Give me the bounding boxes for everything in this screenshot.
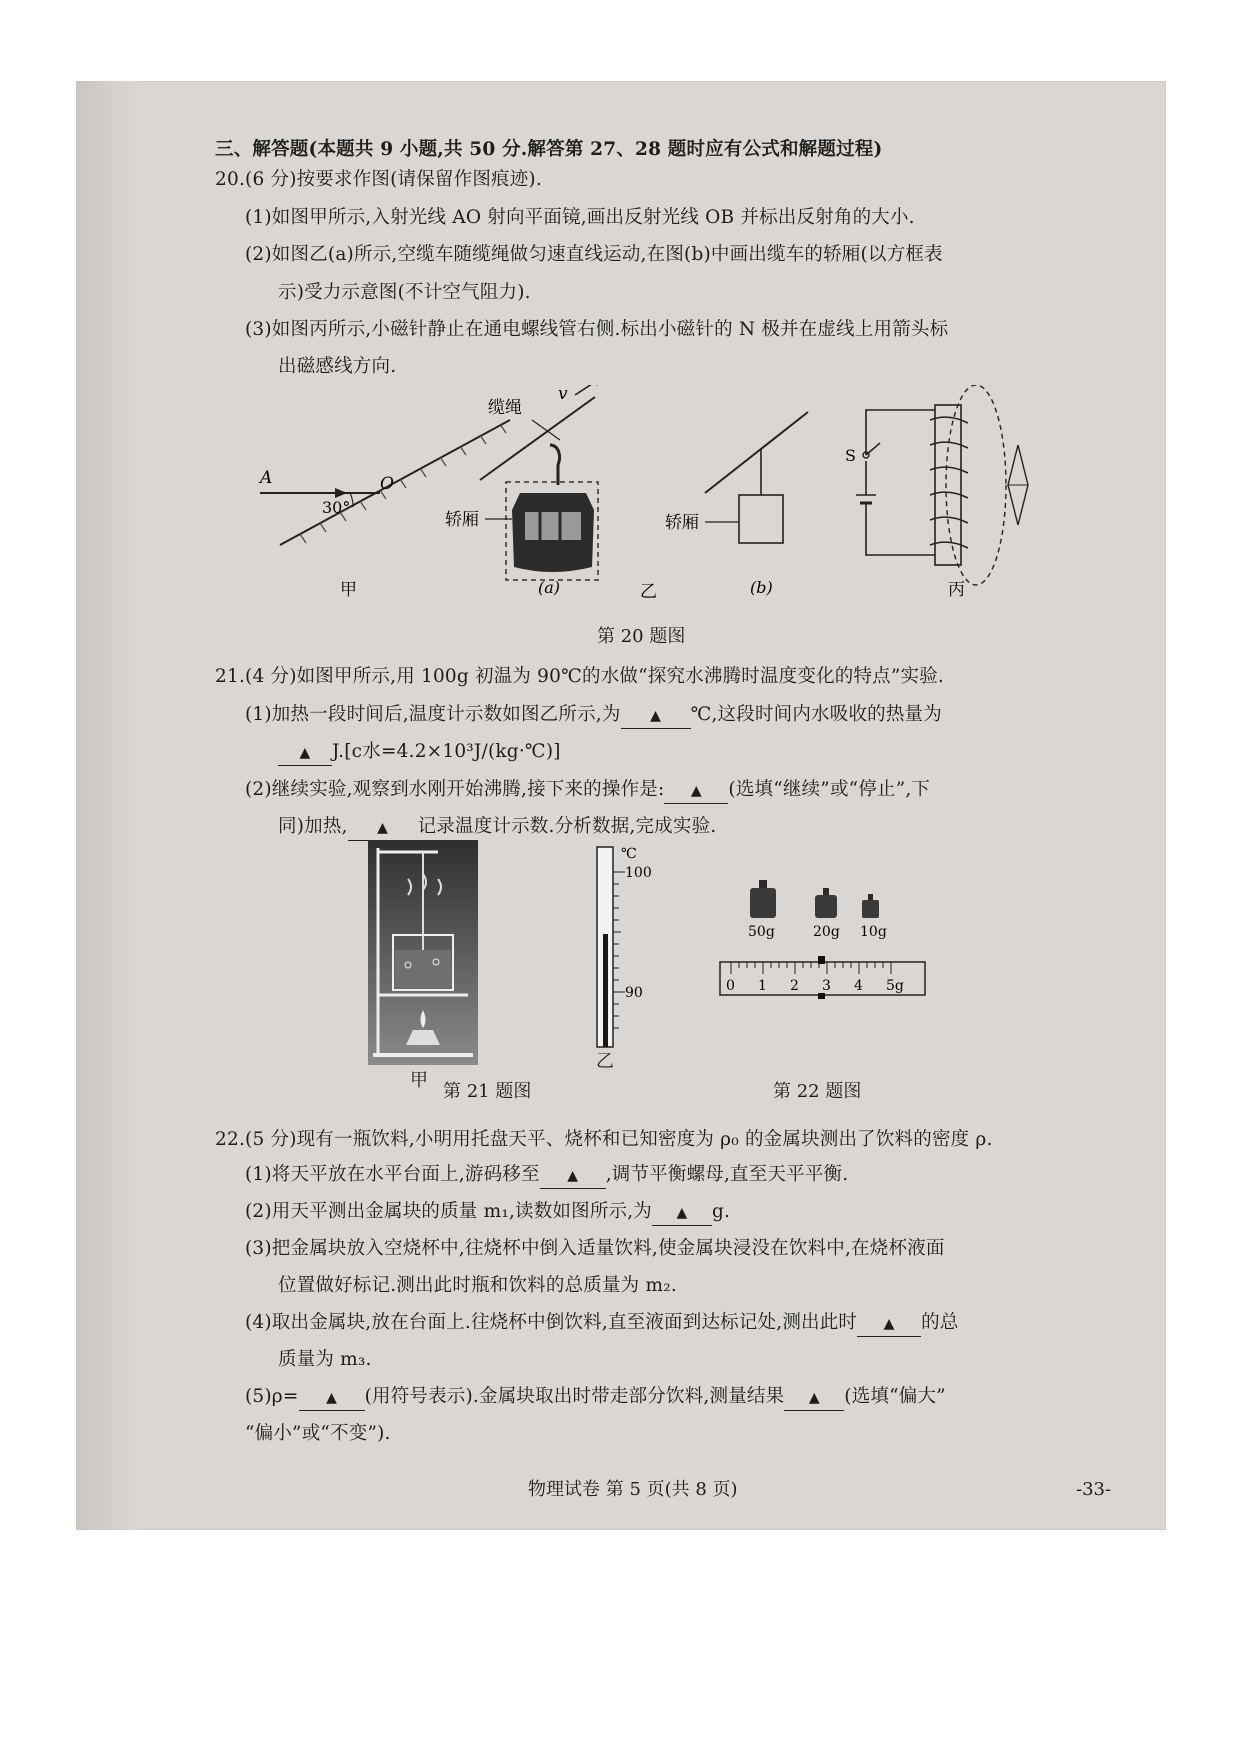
q22-p1-text2: ,调节平衡螺母,直至天平平衡. [605, 1164, 849, 1185]
cabin-box [739, 495, 783, 543]
q21-part2-line2 [278, 815, 716, 841]
q22-part3-line1: (3)把金属块放入空烧杯中,往烧杯中倒入适量饮料,使金属块浸没在饮料中,在烧杯液面 [245, 1238, 945, 1259]
q21-stem: 21.(4 分)如图甲所示,用 100g 初温为 90℃的水做“探究水沸腾时温度变化的特点”实验. [215, 666, 945, 687]
cable-car-a [445, 385, 602, 597]
q21-part2-line1 [245, 778, 930, 804]
q21-p2-text2: (选填“继续”或“停止”,下 [728, 779, 931, 800]
q21-part1-line1 [245, 703, 942, 729]
q20-part3-line1: (3)如图丙所示,小磁针静止在通电螺线管右侧.标出小磁针的 N 极并在虚线上用箭头标 [245, 319, 949, 340]
paper-shadow [76, 81, 138, 1530]
q20-part2-line1: (2)如图乙(a)所示,空缆车随缆绳做匀速直线运动,在图(b)中画出缆车的轿厢(以方框表 [245, 244, 943, 265]
scale-0: 0 [726, 978, 735, 994]
label-yi-20: 乙 [640, 582, 657, 600]
q22-part4-line2: 质量为 m₃. [278, 1349, 372, 1370]
tick-90: 90 [625, 985, 643, 1001]
q21-p2-text3: 同)加热, [278, 816, 348, 837]
q21-blank-heat [278, 740, 332, 766]
label-O: O [380, 474, 394, 494]
weight-50g-label: 50g [748, 924, 775, 940]
blank-mark: ▲ [326, 1390, 338, 1406]
q22-p5-text3: (选填“偏大” [844, 1386, 946, 1407]
q20-stem: 20.(6 分)按要求作图(请保留作图痕迹). [215, 169, 542, 190]
blank-mark: ▲ [690, 783, 702, 799]
label-b: (b) [750, 578, 773, 597]
scale-3: 3 [822, 978, 831, 994]
q21-caption: 第 21 题图 [443, 1081, 532, 1102]
thermometer-liquid [603, 934, 608, 1047]
scale-2: 2 [790, 978, 799, 994]
q22-part2 [245, 1200, 730, 1226]
switch-label: S [845, 446, 856, 465]
q21-blank-temp [621, 703, 691, 729]
q22-part5-line1 [245, 1385, 946, 1411]
q22-part3-line2: 位置做好标记.测出此时瓶和饮料的总质量为 m₂. [278, 1275, 677, 1296]
page-number: -33- [1076, 1479, 1112, 1500]
rider-marker [818, 956, 825, 964]
label-jia-20: 甲 [340, 580, 357, 600]
q21-p1-text2: ℃,这段时间内水吸收的热量为 [690, 704, 942, 725]
solenoid-diagram [845, 385, 1028, 600]
q22-p2-unit: g. [712, 1201, 731, 1222]
blank-mark: ▲ [299, 745, 311, 761]
blank-mark: ▲ [676, 1205, 688, 1221]
q22-part1 [245, 1163, 848, 1189]
q20-part1: (1)如图甲所示,入射光线 AO 射向平面镜,画出反射光线 OB 并标出反射角的大小. [245, 207, 915, 228]
cabin-label-a: 轿厢 [445, 510, 479, 530]
scale-4: 4 [854, 978, 863, 994]
q20-caption: 第 20 题图 [597, 626, 686, 647]
blank-mark: ▲ [883, 1316, 895, 1332]
q22-p5-text2: (用符号表示).金属块取出时带走部分饮料,测量结果 [364, 1386, 785, 1407]
label-A: A [260, 468, 273, 488]
rider-scale [720, 956, 925, 999]
q22-stem: 22.(5 分)现有一瓶饮料,小明用托盘天平、烧杯和已知密度为 ρ₀ 的金属块测出了饮料的密度 ρ. [215, 1129, 993, 1150]
blank-mark: ▲ [808, 1390, 820, 1406]
label-a: (a) [538, 578, 561, 597]
cable-label: 缆绳 [488, 398, 522, 418]
blank-mark: ▲ [650, 708, 662, 724]
thermometer-figure [585, 842, 655, 1067]
q22-caption: 第 22 题图 [773, 1081, 862, 1102]
q22-blank-effect [784, 1385, 844, 1411]
q21-blank-op1 [664, 778, 728, 804]
q21-blank-op2 [348, 815, 418, 841]
velocity-label: v [558, 385, 568, 404]
thermo-unit: ℃ [621, 846, 637, 862]
blank-mark: ▲ [377, 820, 389, 836]
q22-p4-text: (4)取出金属块,放在台面上.往烧杯中倒饮料,直至液面到达标记处,测出此时 [245, 1312, 858, 1333]
page-footer: 物理试卷 第 5 页(共 8 页) [528, 1479, 738, 1500]
section-title: 三、解答题(本题共 9 小题,共 50 分.解答第 27、28 题时应有公式和解题过程) [215, 139, 883, 160]
weight-20g-label: 20g [813, 924, 840, 940]
q22-p2-text: (2)用天平测出金属块的质量 m₁,读数如图所示,为 [245, 1201, 653, 1222]
q22-part5-line2: “偏小”或“不变”). [245, 1423, 391, 1444]
blank-mark: ▲ [567, 1168, 579, 1184]
weight-10g [860, 894, 887, 940]
weight-50g [748, 880, 776, 940]
q22-p1-text: (1)将天平放在水平台面上,游码移至 [245, 1164, 540, 1185]
weight-20g [813, 888, 840, 940]
q22-blank-density [299, 1385, 365, 1411]
q22-blank-total [857, 1311, 921, 1337]
q21-p2-text4: 记录温度计示数.分析数据,完成实验. [417, 816, 717, 837]
q21-p1-formula: J.[c水=4.2×10³J/(kg·℃)] [332, 741, 561, 762]
tick-100: 100 [625, 865, 652, 881]
q21-label-jia: 甲 [410, 1070, 428, 1091]
weight-10g-label: 10g [860, 924, 887, 940]
q21-p2-text: (2)继续实验,观察到水刚开始沸腾,接下来的操作是: [245, 779, 665, 800]
field-line-dashed [946, 385, 1006, 585]
q20-part3-line2: 出磁感线方向. [278, 356, 397, 377]
label-bing: 丙 [948, 580, 965, 600]
q20-figure [240, 385, 1060, 600]
q20-part2-line2: 示)受力示意图(不计空气阻力). [278, 282, 531, 303]
q21-p1-text: (1)加热一段时间后,温度计示数如图乙所示,为 [245, 704, 621, 725]
angle-label: 30° [322, 498, 351, 517]
boiling-setup-figure [368, 840, 488, 1075]
q22-blank-rider [540, 1163, 606, 1189]
q22-part4-line1 [245, 1311, 959, 1337]
cabin-label-b: 轿厢 [665, 513, 699, 533]
q22-p4-text2: 的总 [921, 1312, 959, 1333]
scale-5g: 5g [886, 978, 904, 994]
mass-reading-figure [715, 880, 935, 1005]
scale-1: 1 [758, 978, 767, 994]
cable-car-b [665, 412, 808, 597]
q21-part1-line2 [278, 740, 561, 766]
q22-blank-mass [652, 1200, 712, 1226]
q22-p5-text: (5)ρ= [245, 1386, 299, 1407]
q21-label-yi: 乙 [596, 1051, 614, 1072]
